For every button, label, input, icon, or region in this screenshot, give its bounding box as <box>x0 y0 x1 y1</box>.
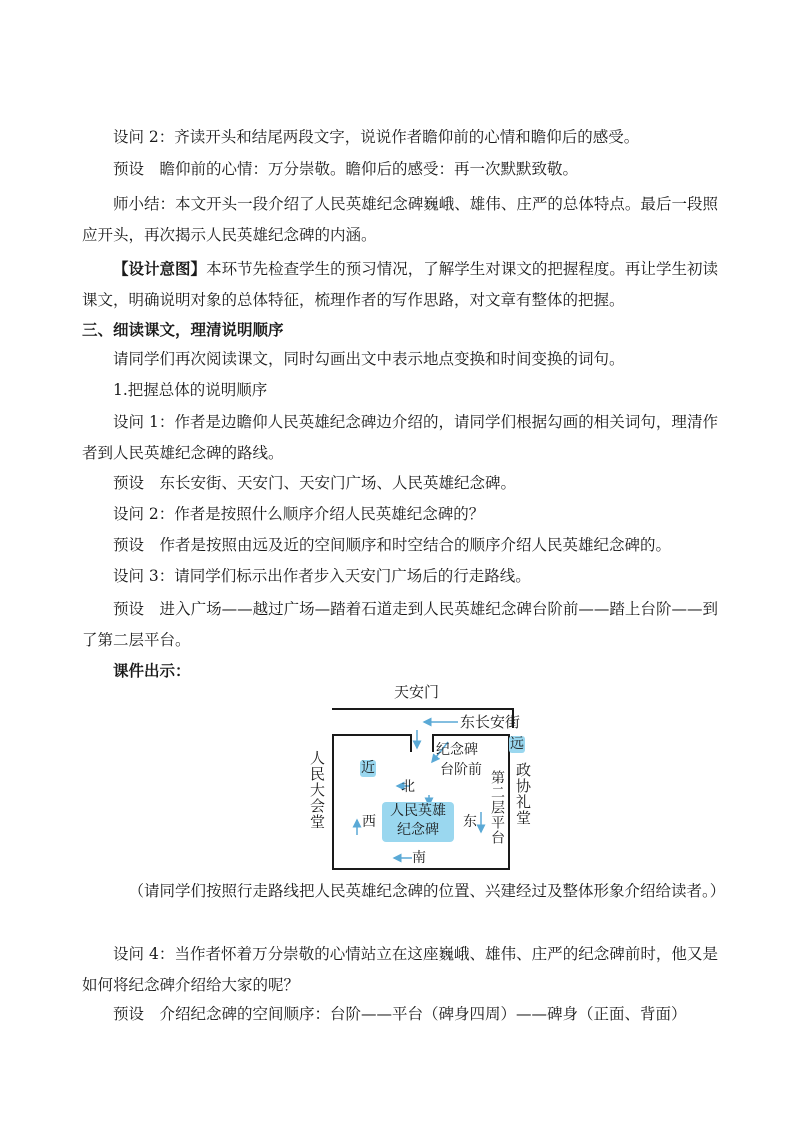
paragraph-teacher-summary: 师小结：本文开头一段介绍了人民英雄纪念碑巍峨、雄伟、庄严的总体特点。最后一段照应开头，再次揭示人民英雄纪念碑的内涵。 <box>82 195 718 244</box>
label-monument-front-2: 台阶前 <box>440 762 482 778</box>
paragraph-preset-walk: 预设 进入广场——越过广场—踏着石道走到人民英雄纪念碑台阶前——踏上台阶——到了第二层平台。 <box>82 600 718 649</box>
section-heading-3: 三、细读课文，理清说明顺序 <box>82 320 284 339</box>
tiananmen-line <box>332 708 512 710</box>
paragraph-question-order: 设问 2：作者是按照什么顺序介绍人民英雄纪念碑的？ <box>113 505 485 523</box>
paragraph-question-3: 设问 3：请同学们标示出作者步入天安门广场后的行走路线。 <box>113 567 531 585</box>
square-left <box>332 734 334 868</box>
paragraph-instruction: 请同学们再次阅读课文，同时勾画出文中表示地点变换和时间变换的词句。 <box>113 350 625 368</box>
square-bottom <box>332 868 510 870</box>
paragraph-question-4: 设问 4：当作者怀着万分崇敬的心情站立在这座巍峨、雄伟、庄严的纪念碑前时，他又是如何将纪念碑介绍给大家的呢？ <box>82 945 718 994</box>
route-diagram <box>300 680 540 875</box>
label-second-platform: 第二层平台 <box>489 770 505 845</box>
gate-right <box>432 734 434 752</box>
courseware-caption: 课件出示： <box>113 661 191 680</box>
paragraph-preset-order: 预设 作者是按照由远及近的空间顺序和时空结合的顺序介绍人民英雄纪念碑的。 <box>113 536 672 554</box>
paragraph-question-1: 设问 1：作者是边瞻仰人民英雄纪念碑边介绍的，请同学们根据勾画的相关词句，理清作者到人民英雄纪念碑的路线。 <box>82 413 718 462</box>
label-monument-front-1: 纪念碑 <box>436 742 478 758</box>
square-top-left <box>332 734 410 736</box>
label-east-changan: 东长安街 <box>460 713 521 731</box>
label-great-hall: 人民大会堂 <box>308 750 326 830</box>
paragraph-preset-route: 预设 东长安街、天安门、天安门广场、人民英雄纪念碑。 <box>113 474 517 492</box>
label-far: 远 <box>510 736 524 752</box>
label-near: 近 <box>361 760 375 776</box>
paragraph-preset-space-order: 预设 介绍纪念碑的空间顺序：台阶——平台（碑身四周）——碑身（正面、背面） <box>113 1005 687 1023</box>
label-tiananmen: 天安门 <box>394 683 440 701</box>
paragraph-preset-1: 预设 瞻仰前的心情：万分崇敬。瞻仰后的感受：再一次默默致敬。 <box>113 160 579 178</box>
subheading-overall-order: 1.把握总体的说明顺序 <box>113 381 268 399</box>
paragraph-design-intent: 【设计意图】本环节先检查学生的预习情况，了解学生对课文的把握程度。再让学生初读课文，明确说明对象的总体特征，梳理作者的写作思路，对文章有整体的把握。 <box>82 259 718 309</box>
square-top-right <box>432 734 510 736</box>
label-east: 东 <box>463 814 477 830</box>
label-north: 北 <box>401 779 415 795</box>
gate-left <box>410 734 412 752</box>
paragraph-diagram-note: （请同学们按照行走路线把人民英雄纪念碑的位置、兴建经过及整体形象介绍给读者。） <box>128 882 726 900</box>
label-cppcc: 政协礼堂 <box>514 762 532 826</box>
monument-line-2: 纪念碑 <box>397 822 439 838</box>
paragraph-question-2: 设问 2：齐读开头和结尾两段文字，说说作者瞻仰前的心情和瞻仰后的感受。 <box>113 128 640 146</box>
label-south: 南 <box>412 850 426 866</box>
square-right <box>508 734 510 868</box>
label-west: 西 <box>362 814 376 830</box>
monument-line-1: 人民英雄 <box>390 803 446 819</box>
monument-box <box>382 802 454 842</box>
